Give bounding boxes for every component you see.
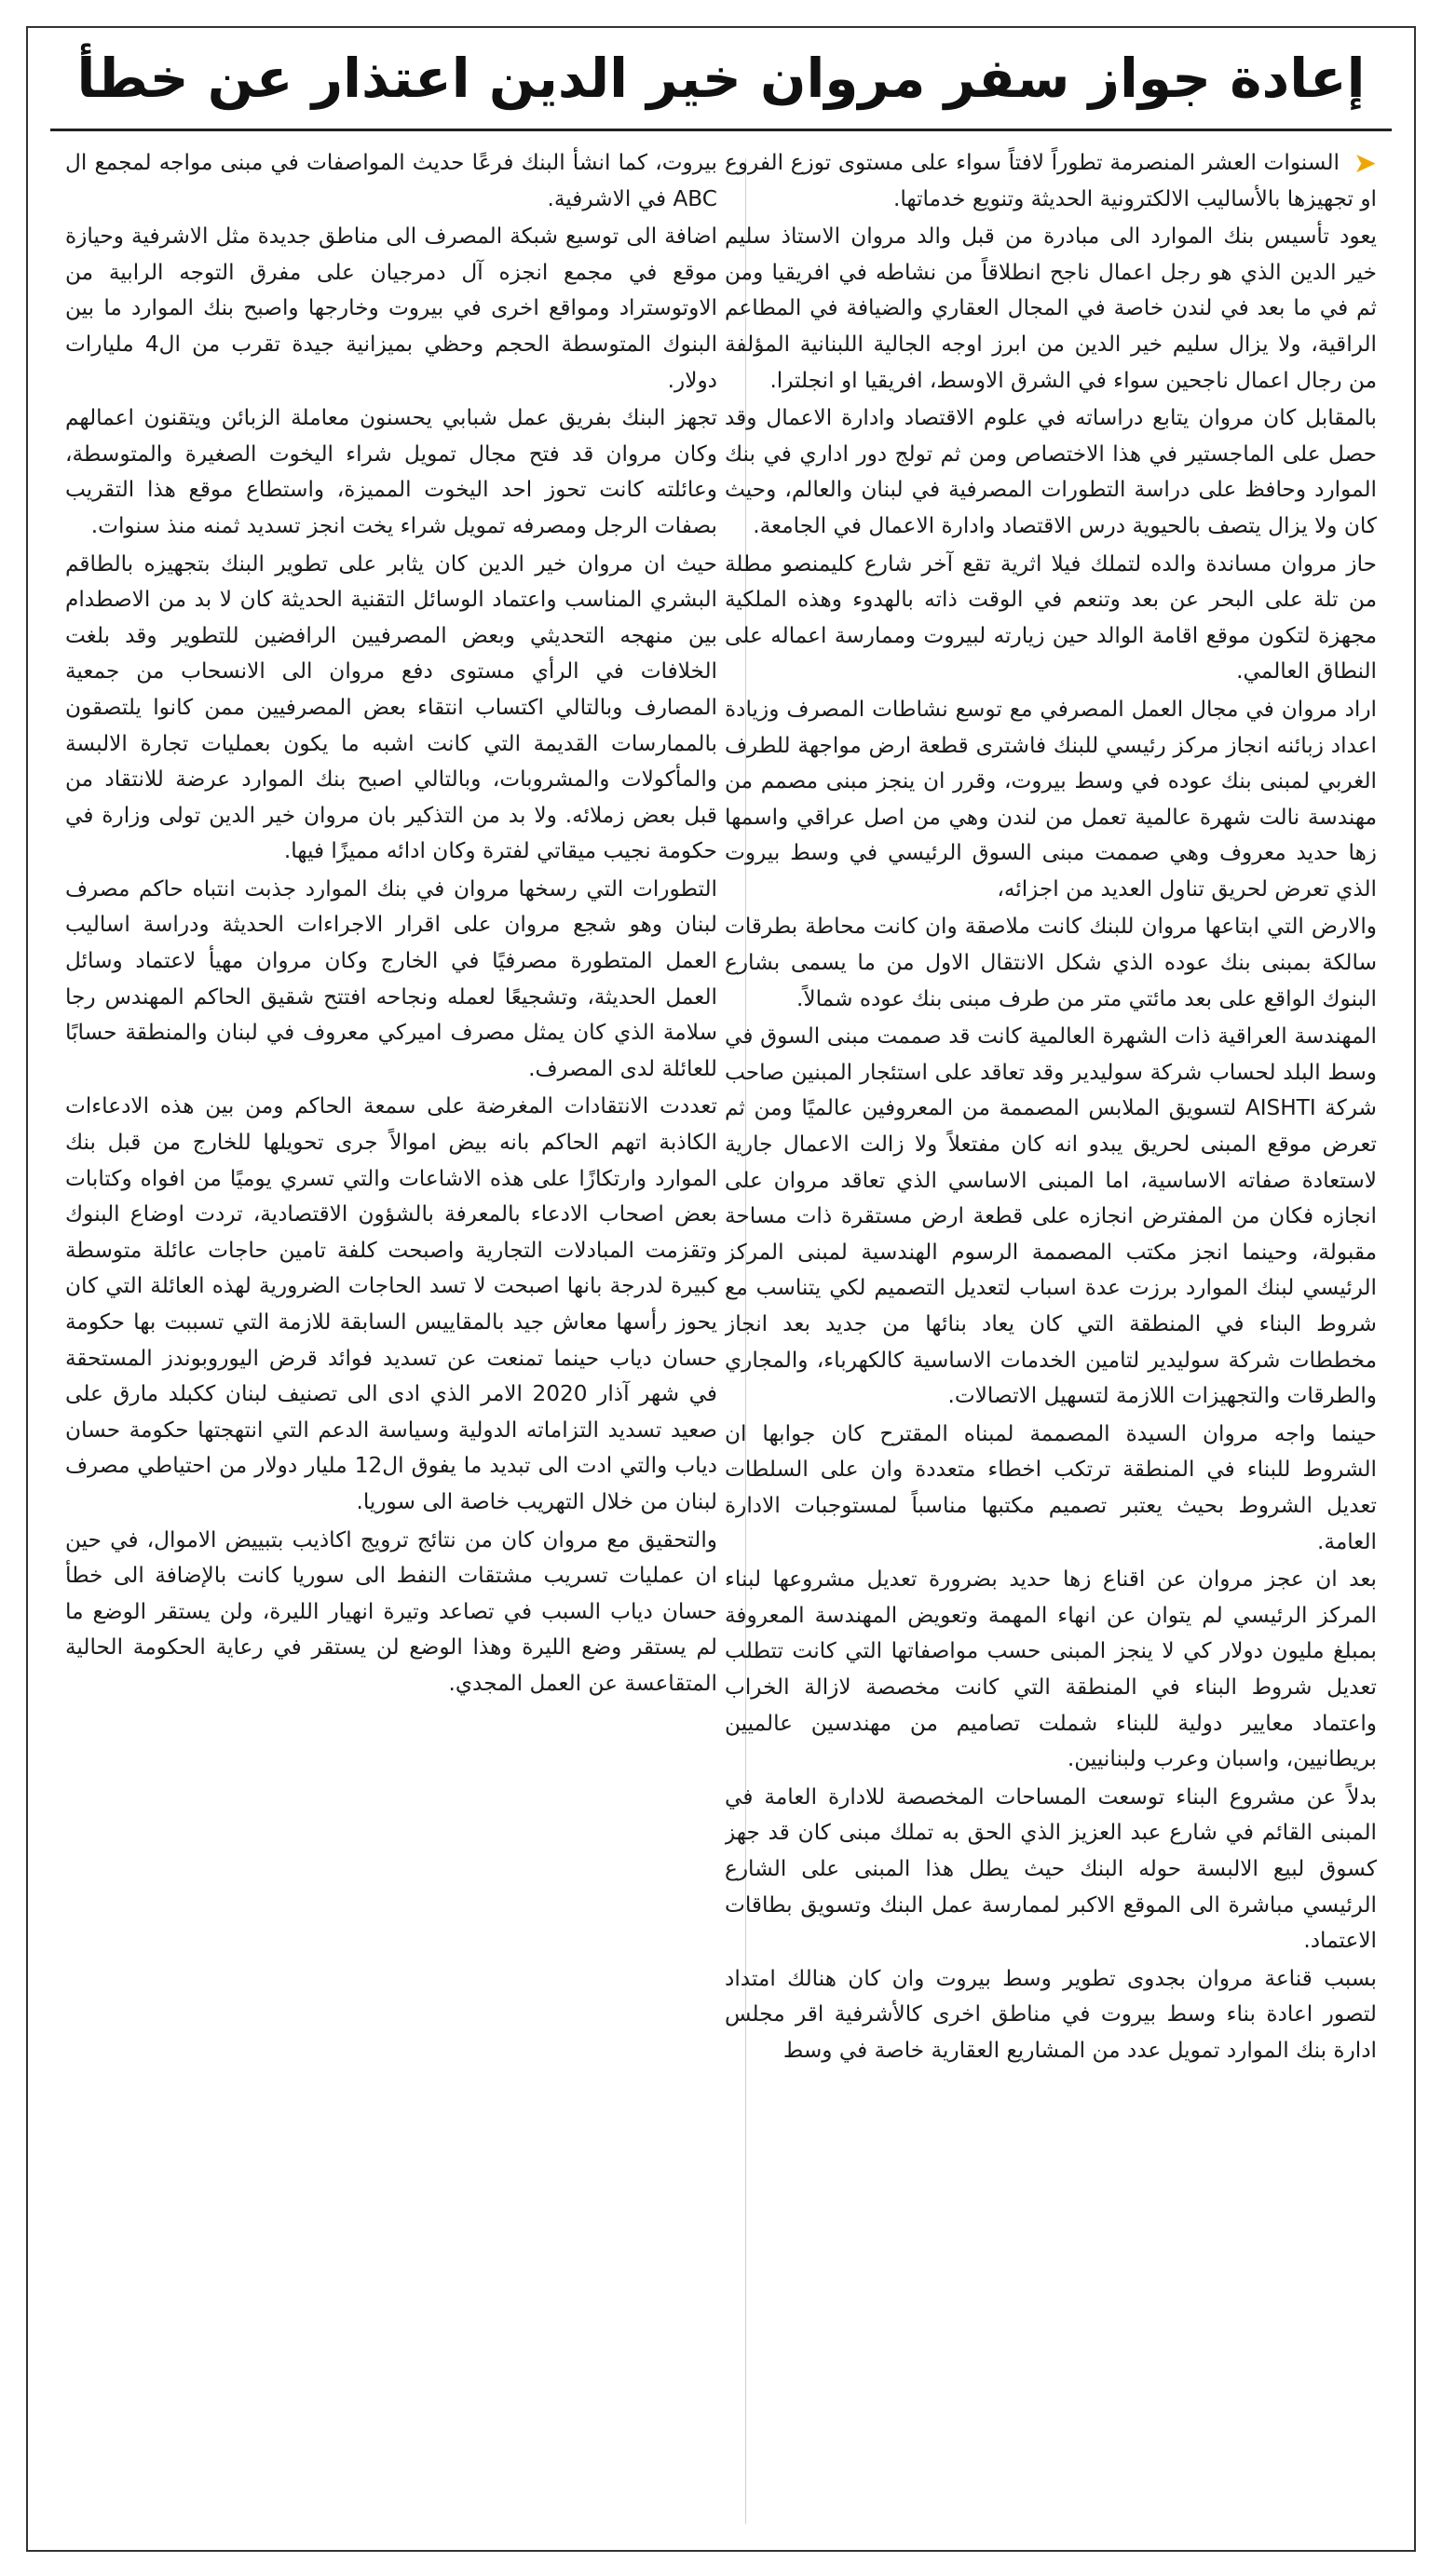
paragraph: والارض التي ابتاعها مروان للبنك كانت ملاصقة وان كانت محاطة بطرقات سالكة بمبنى بنك عوده الذي شكل الانتقال الاول من ما يسمى بشارع البنوك الواقع على بعد مائتي متر من طرف مبنى بنك عوده شمالاً. xyxy=(725,914,1377,1011)
headline-rule xyxy=(50,129,1392,131)
paragraph: تعددت الانتقادات المغرضة على سمعة الحاكم ومن بين هذه الادعاءات الكاذبة اتهم الحاكم بانه بيض اموالاً جرى تحويلها للخارج من قبل بنك الموارد وارتكازًا على هذه الاشاعات والتي تسري يوميًا من افواه وكتابات بعض اصحاب الادعاء بالمعرفة بالشؤون الاقتصادية، تردت اوضاع البنوك وتقزمت المبادلات التجارية واصبحت كلفة تامين حاجات عائلة متوسطة كبيرة لدرجة بانها اصبحت لا تسد الحاجات الضرورية لهذه العائلة التي كان يحوز رأسها معاش جيد بالمقاييس السابقة للازمة التي تسببت بها حكومة حسان دياب حينما تمنعت عن تسديد فوائد قرض اليوروبوندز المستحقة في شهر آذار 2020 الامر الذي ادى الى تصنيف لبنان ككبلد مارق على صعيد تسديد التزاماته الدولية وسياسة الدعم التي انتهجتها حكومة حسان دياب والتي ادت الى تبديد ما يفوق ال12 مليار دولار من احتياطي مصرف لبنان من خلال التهريب خاصة الى سوريا. xyxy=(65,1093,717,1514)
paragraph: حيث ان مروان خير الدين كان يثابر على تطوير البنك بتجهيزه بالطاقم البشري المناسب واعتماد الوسائل التقنية الحديثة كان لا بد من الاصطدام بين منهجه التحديثي وبعض المصرفيين الرافضين للتطوير وقد بلغت الخلافات في الرأي مستوى دفع مروان الى الانسحاب من جمعية المصارف وبالتالي اكتساب انتقاء بعض المصرفيين ممن كانوا يلتصقون بالممارسات القديمة التي كانت اشبه ما يكون بعمليات تجارة الالبسة والمأكولات والمشروبات، وبالتالي اصبح بنك الموارد عرضة للانتقاد من قبل بعض زملائه. ولا بد من التذكير بان مروان خير الدين تولى وزارة في حكومة نجيب ميقاتي لفترة وكان ادائه مميزًا فيها. xyxy=(65,550,717,864)
article-frame xyxy=(26,26,1416,2552)
right-column xyxy=(725,145,1377,2529)
paragraph: تجهز البنك بفريق عمل شبابي يحسنون معاملة الزبائن ويتقنون اعمالهم وكان مروان قد فتح مجال تمويل شراء اليخوت الصغيرة والمتوسطة، وعائلته كانت تحوز احد اليخوت المميزة، واستطاع موقع هذا التقريب بصفات الرجل ومصرفه تمويل شراء يخت انجز تسديد ثمنه منذ سنوات. xyxy=(65,405,717,538)
paragraph: بعد ان عجز مروان عن اقناع زها حديد بضرورة تعديل مشروعها لبناء المركز الرئيسي لم يتوان عن انهاء المهمة وتعويض المهندسة المعروفة بمبلغ مليون دولار كي لا ينجز المبنى حسب مواصفاتها التي كانت تتطلب تعديل شروط البناء في المنطقة التي كانت مخصصة لازالة الخراب واعتماد معايير دولية للبناء شملت تصاميم من مهندسين عالميين بريطانيين، واسبان وعرب ولبنانيين. xyxy=(725,1566,1377,1772)
paragraph: اراد مروان في مجال العمل المصرفي مع توسع نشاطات المصرف وزيادة اعداد زبائنه انجاز مركز رئيسي للبنك فاشترى قطعة ارض مواجهة للطرف الغربي لمبنى بنك عوده في وسط بيروت، وقرر ان ينجز مبنى مصمم من مهندسة نالت شهرة عالمية تعمل من لندن وهي من اصل عراقي واسمها زها حديد معروف وهي صممت مبنى السوق الرئيسي في وسط بيروت الذي تعرض لحريق تناول العديد من اجزائه، xyxy=(725,696,1377,902)
paragraph: المهندسة العراقية ذات الشهرة العالمية كانت قد صممت مبنى السوق في وسط البلد لحساب شركة سوليدير وقد تعاقد على استئجار المبنين صاحب شركة AISHTI لتسويق الملابس المصممة من المعروفين عالميًا ومن ثم تعرض موقع المبنى لحريق يبدو انه كان مفتعلاً ولا زالت الاعمال جارية لاستعادة صفاته الاساسية، اما المبنى الاساسي الذي تعاقد مروان على انجازه فكان من المفترض انجازه على قطعة ارض مستقرة ذات مساحة مقبولة، وحينما انجز مكتب المصممة الرسوم الهندسية لمبنى المركز الرئيسي لبنك الموارد برزت عدة اسباب لتعديل التصميم لكي يتناسب مع شروط البناء في المنطقة التي كان يعاد بنائها من جديد بعد انجاز مخططات شركة سوليدير لتامين الخدمات الاساسية كالكهرباء، والمجاري والطرقات والتجهيزات اللازمة لتسهيل الاتصالات. xyxy=(725,1024,1377,1409)
paragraph: بسبب قناعة مروان بجدوى تطوير وسط بيروت وان كان هنالك امتداد لتصور اعادة بناء وسط بيروت في مناطق اخرى كالأشرفية اقر مجلس ادارة بنك الموارد تمويل عدد من المشاريع العقارية خاصة في وسط xyxy=(725,1965,1377,2063)
paragraph: بيروت، كما انشأ البنك فرعًا حديث المواصفات في مبنى مواجه لمجمع ال ABC في الاشرفية. xyxy=(65,150,717,211)
paragraph: والتحقيق مع مروان كان من نتائج ترويج اكاذيب بتبييض الاموال، في حين ان عمليات تسريب مشتقات النفط الى سوريا كانت بالإضافة الى خطأ حسان دياب السبب في تصاعد وتيرة انهيار الليرة، ولن يستقر الوضع ما لم يستقر وضع الليرة وهذا الوضع لن يستقر في رعاية الحكومة الحالية المتقاعسة عن العمل المجدي. xyxy=(65,1526,717,1696)
headline: إعادة جواز سفر مروان خير الدين اعتذار عن خطأ xyxy=(76,47,1366,110)
paragraph-text: السنوات العشر المنصرمة تطوراً لافتاً سواء على مستوى توزع الفروع او تجهيزها بالأساليب الالكترونية الحديثة وتنويع خدماتها. xyxy=(725,150,1377,211)
paragraph xyxy=(725,145,1377,217)
paragraph: اضافة الى توسيع شبكة المصرف الى مناطق جديدة مثل الاشرفية وحيازة موقع في مجمع انجزه آل دمرجيان على مفرق التوجه الرابية من الاوتوستراد ومواقع اخرى في بيروت وخارجها واصبح بنك الموارد ما بين البنوك المتوسطة الحجم وحظي بميزانية جيدة تقرب من ال4 مليارات دولار. xyxy=(65,224,717,393)
paragraph: بدلاً عن مشروع البناء توسعت المساحات المخصصة للادارة العامة في المبنى القائم في شارع عبد العزيز الذي الحق به تملك مبنى كان قد جهز كسوق لبيع الالبسة حوله البنك حيث يطل هذا المبنى على الشارع الرئيسي مباشرة الى الموقع الاكبر لممارسة عمل البنك وتسويق بطاقات الاعتماد. xyxy=(725,1783,1377,1954)
paragraph: حينما واجه مروان السيدة المصممة لمبناه المقترح كان جوابها ان الشروط للبناء في المنطقة ترتكب اخطاء متعددة وان على السلطات تعديل الشروط بحيث يعتبر تصميم مكتبها مناسباً لمستوجبات الادارة العامة. xyxy=(725,1420,1377,1554)
paragraph: حاز مروان مساندة والده لتملك فيلا اثرية تقع آخر شارع كليمنصو مطلة من تلة على البحر عن بعد وتنعم في الوقت ذاته بالهدوء وهذه الملكية مجهزة لتكون موقع اقامة الوالد حين زيارته لبيروت وممارسة اعماله على النطاق العالمي. xyxy=(725,550,1377,685)
orange-arrow-icon: ➤ xyxy=(1353,147,1377,180)
paragraph: بالمقابل كان مروان يتابع دراساته في علوم الاقتصاد وادارة الاعمال وقد حصل على الماجستير في هذا الاختصاص ومن ثم تولج دور اداري في بنك الموارد وحافظ على دراسة التطورات المصرفية في لبنان والعالم، وحيث كان ولا يزال يتصف بالحيوية درس الاقتصاد وادارة الاعمال في الجامعة. xyxy=(725,405,1377,538)
paragraph: التطورات التي رسخها مروان في بنك الموارد جذبت انتباه حاكم مصرف لبنان وهو شجع مروان على اقرار الاجراءات الحديثة ودراسة اساليب العمل المتطورة مصرفيًا في الخارج وكان مروان مهيأ لاعتماد وسائل العمل الحديثة، وتشجيعًا لعمله ونجاحه افتتح شقيق الحاكم المهندس رجا سلامة الذي كان يمثل مصرف اميركي معروف في لبنان والمنطقة حسابًا للعائلة لدى المصرف. xyxy=(65,875,717,1081)
left-column xyxy=(65,145,717,2529)
paragraph: يعود تأسيس بنك الموارد الى مبادرة من قبل والد مروان الاستاذ سليم خير الدين الذي هو رجل اعمال ناجح انطلاقاً من نشاطه في افريقيا ومن ثم في ما بعد في لندن خاصة في المجال العقاري والضيافة في المطاعم الراقية، ولا يزال سليم خير الدين من ابرز اوجه الجالية اللبنانية المؤلفة من رجال اعمال ناجحين سواء في الشرق الاوسط، افريقيا او انجلترا. xyxy=(725,224,1377,393)
